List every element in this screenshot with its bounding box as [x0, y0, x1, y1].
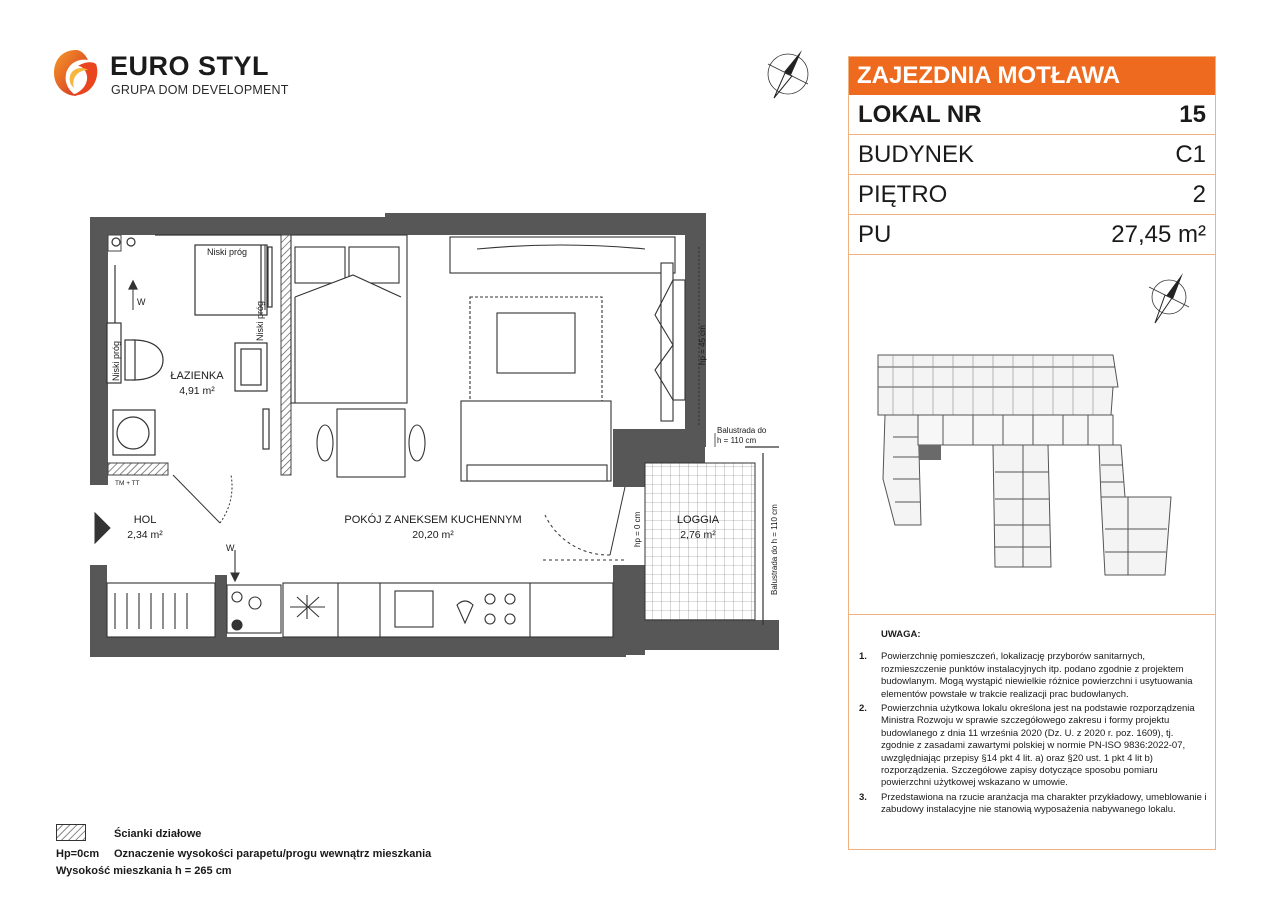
note-item	[859, 703, 1209, 790]
notes-section	[859, 629, 1209, 819]
tm-tt-label: TM + TT	[115, 480, 140, 487]
note-text: Przedstawiona na rzucie aranżacja ma charakter przykładowy, umeblowanie i zabudowy instalacyjne nie stanowią wyposażenia nabywanego lokalu.	[881, 791, 1207, 816]
floor-label: PIĘTRO	[858, 181, 948, 208]
compass-north-arrow-icon	[760, 44, 818, 102]
notes-title: UWAGA:	[881, 629, 921, 640]
brand-subtitle: GRUPA DOM DEVELOPMENT	[111, 83, 289, 97]
room-area: 2,76 m²	[680, 529, 716, 541]
note-item	[859, 651, 1209, 701]
panel-divider	[849, 614, 1215, 615]
unit-highlight	[919, 445, 941, 460]
compass-north-arrow-icon	[1149, 273, 1189, 323]
room-area: 2,34 m²	[127, 529, 163, 541]
note-text: Powierzchnia użytkowa lokalu określona jest na podstawie rozporządzenia Ministra Rozwoju w sprawie szczegółowego zakresu i formy projektu budowlanego z dnia 11 września 2020 (Dz. U. z 2020 r. poz. 1609), tj. zgodnie z zasadami zawartymi polskiej w normie PN-ISO 9836:2022-07, uwzględniając przepisy §14 pkt 4 lit. a) oraz §20 ust. 1 pkt 4 lit b) rozporządzenia. Szczegółowe zapisy dotyczące sposobu pomiaru powierzchni użytkowej wskazano w umowie.	[881, 703, 1195, 789]
room-name: ŁAZIENKA	[170, 370, 224, 382]
balustrade-label: h = 110 cm	[717, 436, 757, 445]
building-value: C1	[1175, 141, 1206, 168]
brand-logo	[52, 48, 292, 104]
brand-name: EURO STYL	[110, 51, 270, 81]
balustrade-label: Balustrada do	[717, 426, 767, 435]
info-row-area	[849, 215, 1215, 255]
room-name: POKÓJ Z ANEKSEM KUCHENNYM	[344, 514, 522, 526]
sill-height-label: hp = 45 cm	[698, 325, 707, 365]
room-area: 20,20 m²	[412, 529, 454, 541]
ventilation-label: W	[226, 543, 235, 553]
legend-height: Wysokość mieszkania h = 265 cm	[56, 865, 232, 877]
room-name: LOGGIA	[676, 514, 720, 526]
info-row-floor	[849, 175, 1215, 215]
note-number: 2.	[859, 703, 867, 715]
area-label: PU	[858, 221, 892, 248]
room-area: 4,91 m²	[179, 385, 215, 397]
info-panel	[848, 56, 1216, 850]
low-threshold-label: Niski próg	[255, 300, 265, 341]
legend-hp-text: Oznaczenie wysokości parapetu/progu wewnątrz mieszkania	[114, 848, 432, 860]
floor-plan	[85, 205, 805, 665]
unit-value: 15	[1179, 101, 1206, 128]
bathroom	[107, 235, 281, 455]
building-site-map	[873, 267, 1193, 607]
partition-hatch-swatch	[56, 824, 86, 841]
note-number: 3.	[859, 791, 867, 803]
balustrade-vertical-label: Balustrada do h = 110 cm	[770, 504, 779, 595]
note-number: 1.	[859, 651, 867, 663]
note-item	[859, 792, 1209, 817]
note-text: Powierzchnię pomieszczeń, lokalizację przyborów sanitarnych, rozmieszczenie punktów instalacyjnych itp. podano zgodnie z projektem budowlanym. Mogą wystąpić niewielkie różnice powierzchni i usytuowania elementów powstałe w trakcie realizacji prac budowlanych.	[881, 651, 1193, 700]
legend	[56, 824, 556, 884]
legend-partition-label: Ścianki działowe	[114, 828, 202, 840]
project-title: ZAJEZDNIA MOTŁAWA	[849, 57, 1215, 95]
area-value: 27,45 m²	[1111, 221, 1206, 248]
floor-value: 2	[1192, 181, 1206, 208]
room-name: HOL	[133, 514, 157, 526]
legend-hp-key: Hp=0cm	[56, 848, 100, 860]
threshold-height-label: hp = 0 cm	[633, 511, 642, 547]
low-threshold-label: Niski próg	[207, 247, 248, 257]
info-row-building	[849, 135, 1215, 175]
low-threshold-label: Niski próg	[111, 340, 121, 381]
ventilation-label: W	[137, 297, 146, 307]
kitchen-counter	[107, 550, 613, 637]
building-label: BUDYNEK	[858, 141, 975, 168]
info-row-unit	[849, 95, 1215, 135]
euro-styl-logo-icon	[52, 48, 100, 98]
unit-label: LOKAL NR	[858, 101, 982, 128]
